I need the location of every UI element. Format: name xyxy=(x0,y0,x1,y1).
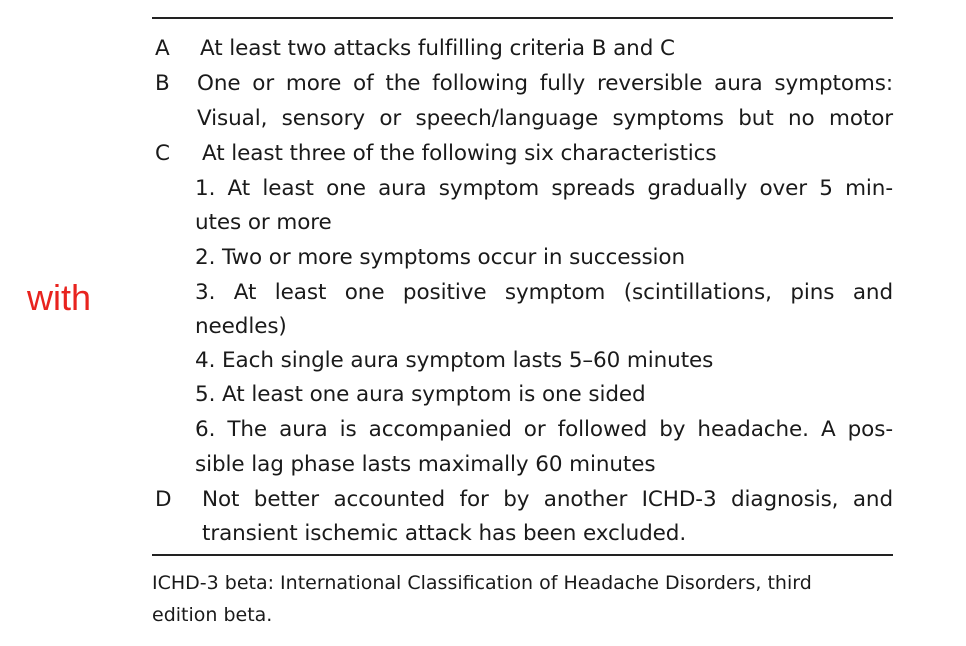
criterion-d-text-line2: transient ischemic attack has been excluded. xyxy=(202,521,687,546)
bottom-rule xyxy=(152,554,893,556)
characteristic-3-line2: needles) xyxy=(195,314,287,339)
characteristic-2: 2. Two or more symptoms occur in succession xyxy=(195,245,686,270)
criterion-c-letter: C xyxy=(155,141,171,166)
characteristic-3-line1: 3. At least one positive symptom (scintillations, pins and xyxy=(195,280,893,305)
side-label: with xyxy=(27,277,92,318)
criterion-a-text: At least two attacks fulfilling criteria B and C xyxy=(200,36,675,61)
characteristic-1-line1: 1. At least one aura symptom spreads gradually over 5 min- xyxy=(195,176,893,201)
top-rule xyxy=(152,17,893,19)
characteristic-5: 5. At least one aura symptom is one sided xyxy=(195,382,646,407)
criterion-b-text-line2: Visual, sensory or speech/language symptoms but no motor xyxy=(197,106,893,131)
criterion-a-letter: A xyxy=(155,36,170,61)
characteristic-4: 4. Each single aura symptom lasts 5–60 minutes xyxy=(195,348,714,373)
criterion-b-text-line1: One or more of the following fully reversible aura symptoms: xyxy=(197,71,893,96)
criterion-b-letter: B xyxy=(155,71,170,96)
criterion-d-text-line1: Not better accounted for by another ICHD-3 diagnosis, and xyxy=(202,487,893,512)
characteristic-6-line2: sible lag phase lasts maximally 60 minutes xyxy=(195,452,656,477)
footnote-line1: ICHD-3 beta: International Classification of Headache Disorders, third xyxy=(152,572,812,594)
criterion-c-text: At least three of the following six characteristics xyxy=(202,141,717,166)
criterion-d-letter: D xyxy=(155,487,172,512)
footnote-line2: edition beta. xyxy=(152,604,273,626)
characteristic-6-line1: 6. The aura is accompanied or followed by headache. A pos- xyxy=(195,417,893,442)
characteristic-1-line2: utes or more xyxy=(195,210,332,235)
